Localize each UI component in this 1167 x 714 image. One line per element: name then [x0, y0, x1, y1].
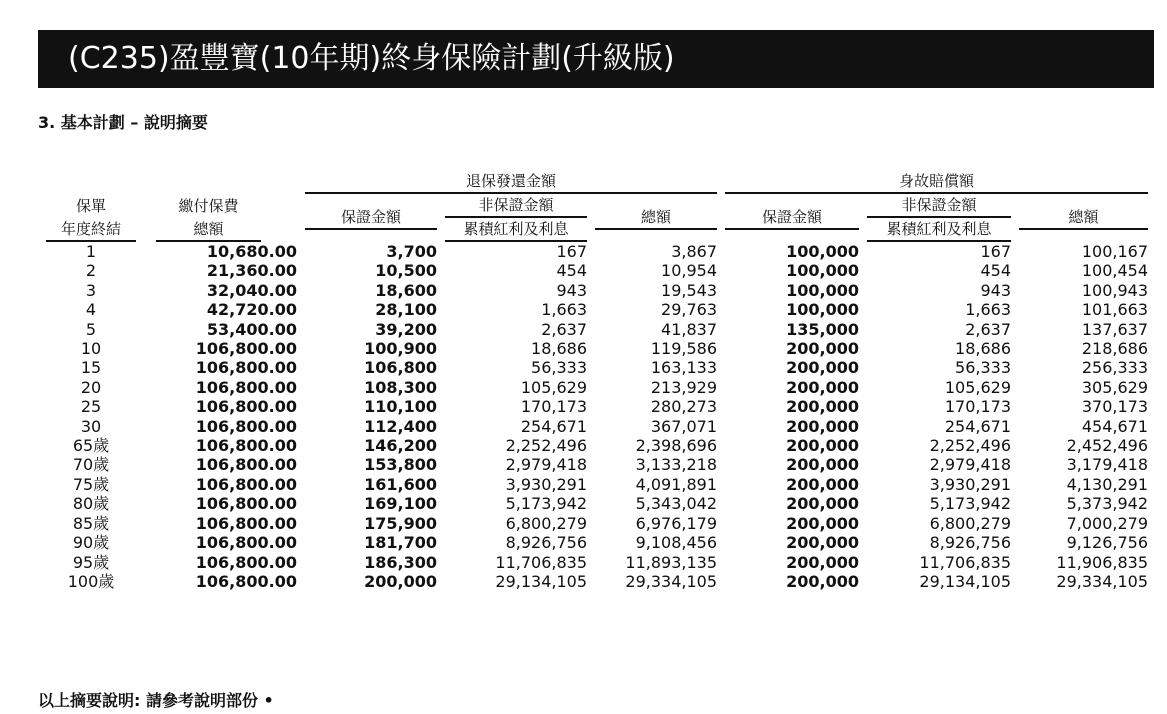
surrender-guaranteed-cell: 110,100	[364, 397, 437, 417]
illustration-table	[36, 170, 1152, 591]
table-row	[36, 397, 1152, 416]
policy-year-cell: 15	[80, 358, 102, 378]
table-row	[36, 475, 1152, 494]
surrender-guaranteed-cell: 161,600	[364, 474, 437, 494]
death-guaranteed-cell: 200,000	[786, 494, 859, 514]
death-non-guaranteed-cell: 170,173	[944, 397, 1011, 417]
death-non-guaranteed-cell: 454	[980, 261, 1011, 281]
premium-cell: 32,040.00	[206, 280, 297, 300]
death-total-cell: 29,334,105	[1056, 571, 1148, 591]
surrender-total-cell: 29,334,105	[625, 571, 717, 591]
death-non-guaranteed-cell: 29,134,105	[919, 571, 1011, 591]
policy-year-header-1: 保單	[75, 197, 106, 215]
surrender-guaranteed-cell: 175,900	[364, 513, 437, 533]
death-total-cell: 3,179,418	[1066, 455, 1148, 475]
table-row	[36, 300, 1152, 319]
surrender-group-header: 退保發還金額	[301, 170, 721, 194]
premium-cell: 106,800.00	[195, 494, 297, 514]
policy-year-cell: 4	[85, 300, 97, 320]
death-total-cell: 9,126,756	[1066, 533, 1148, 553]
policy-year-cell: 90歲	[72, 533, 110, 553]
death-guaranteed-cell: 200,000	[786, 552, 859, 572]
surrender-non-guaranteed-cell: 943	[556, 280, 587, 300]
header-row-sub	[36, 194, 1152, 218]
premium-cell: 106,800.00	[195, 533, 297, 553]
footnote: 以上摘要說明: 請參考說明部份 •	[38, 691, 274, 710]
premium-cell: 106,800.00	[195, 513, 297, 533]
surrender-total-cell: 163,133	[650, 358, 717, 378]
death-guaranteed-cell: 100,000	[786, 242, 859, 261]
premium-cell: 106,800.00	[195, 436, 297, 456]
surrender-guaranteed-cell: 200,000	[364, 571, 437, 591]
death-non-guaranteed-cell: 56,333	[955, 358, 1011, 378]
surrender-total-cell: 213,929	[650, 377, 717, 397]
surrender-non-guaranteed-cell: 2,979,418	[505, 455, 587, 475]
death-non-guaranteed-cell: 6,800,279	[929, 513, 1011, 533]
premium-cell: 106,800.00	[195, 377, 297, 397]
surrender-non-guaranteed-cell: 29,134,105	[495, 571, 587, 591]
death-guaranteed-header: 保證金額	[721, 194, 863, 242]
death-guaranteed-cell: 135,000	[786, 319, 859, 339]
death-total-cell: 7,000,279	[1066, 513, 1148, 533]
death-total-cell: 100,943	[1081, 280, 1148, 300]
surrender-non-guaranteed-cell: 170,173	[520, 397, 587, 417]
policy-year-cell: 25	[80, 397, 102, 417]
surrender-guaranteed-cell: 100,900	[364, 339, 437, 359]
surrender-total-cell: 3,867	[671, 242, 717, 261]
death-total-cell: 4,130,291	[1066, 474, 1148, 494]
surrender-guaranteed-cell: 106,800	[364, 358, 437, 378]
premium-cell: 106,800.00	[195, 474, 297, 494]
premium-cell: 106,800.00	[195, 455, 297, 475]
policy-year-cell: 85歲	[72, 513, 110, 533]
table-row	[36, 553, 1152, 572]
surrender-total-cell: 2,398,696	[635, 436, 717, 456]
death-non-guaranteed-header: 非保證金額	[863, 194, 1015, 218]
death-guaranteed-cell: 200,000	[786, 416, 859, 436]
surrender-non-guaranteed-cell: 18,686	[531, 339, 587, 359]
table-body	[36, 242, 1152, 591]
surrender-guaranteed-cell: 169,100	[364, 494, 437, 514]
death-guaranteed-cell: 200,000	[786, 436, 859, 456]
death-guaranteed-cell: 200,000	[786, 474, 859, 494]
death-non-guaranteed-cell: 11,706,835	[919, 552, 1011, 572]
death-total-cell: 100,454	[1081, 261, 1148, 281]
surrender-total-cell: 9,108,456	[635, 533, 717, 553]
policy-year-cell: 2	[85, 261, 97, 281]
death-total-cell: 370,173	[1081, 397, 1148, 417]
premium-cell: 21,360.00	[206, 261, 297, 281]
death-non-guaranteed-cell: 105,629	[944, 377, 1011, 397]
table-row	[36, 339, 1152, 358]
death-total-cell: 218,686	[1081, 339, 1148, 359]
premium-cell: 10,680.00	[206, 242, 297, 261]
surrender-total-cell: 280,273	[650, 397, 717, 417]
death-total-cell: 11,906,835	[1056, 552, 1148, 572]
policy-year-cell: 95歲	[72, 552, 110, 572]
premium-cell: 106,800.00	[195, 416, 297, 436]
death-guaranteed-cell: 200,000	[786, 339, 859, 359]
table-row	[36, 417, 1152, 436]
document-title: (C235)盈豐寶(10年期)終身保險計劃(升級版)	[38, 30, 1154, 88]
death-group-header: 身故賠償額	[721, 170, 1152, 194]
surrender-total-cell: 4,091,891	[635, 474, 717, 494]
surrender-non-guaranteed-cell: 454	[556, 261, 587, 281]
policy-year-cell: 20	[80, 377, 102, 397]
surrender-guaranteed-cell: 28,100	[375, 300, 437, 320]
surrender-total-cell: 19,543	[661, 280, 717, 300]
death-guaranteed-cell: 200,000	[786, 455, 859, 475]
surrender-non-guaranteed-cell: 6,800,279	[505, 513, 587, 533]
death-total-cell: 101,663	[1081, 300, 1148, 320]
surrender-total-cell: 6,976,179	[635, 513, 717, 533]
death-total-header: 總額	[1015, 194, 1152, 242]
surrender-total-cell: 29,763	[661, 300, 717, 320]
death-total-cell: 5,373,942	[1066, 494, 1148, 514]
death-total-cell: 100,167	[1081, 242, 1148, 261]
death-guaranteed-cell: 100,000	[786, 261, 859, 281]
policy-year-cell: 80歲	[72, 494, 110, 514]
surrender-guaranteed-cell: 108,300	[364, 377, 437, 397]
death-non-guaranteed-cell: 2,979,418	[929, 455, 1011, 475]
table-row	[36, 455, 1152, 474]
death-guaranteed-cell: 200,000	[786, 533, 859, 553]
surrender-guaranteed-cell: 181,700	[364, 533, 437, 553]
surrender-non-guaranteed-cell: 8,926,756	[505, 533, 587, 553]
death-non-guaranteed-cell: 18,686	[955, 339, 1011, 359]
death-guaranteed-cell: 200,000	[786, 513, 859, 533]
policy-year-cell: 5	[85, 319, 97, 339]
death-non-guaranteed-cell: 3,930,291	[929, 474, 1011, 494]
premium-cell: 106,800.00	[195, 552, 297, 572]
surrender-non-guaranteed-cell: 11,706,835	[495, 552, 587, 572]
surrender-non-guaranteed-header: 非保證金額	[441, 194, 591, 218]
table-row	[36, 378, 1152, 397]
death-total-cell: 305,629	[1081, 377, 1148, 397]
death-non-guaranteed-cell: 2,252,496	[929, 436, 1011, 456]
surrender-non-guaranteed-cell: 254,671	[520, 416, 587, 436]
table-row	[36, 514, 1152, 533]
policy-year-header-2: 年度終結	[36, 218, 146, 242]
death-total-cell: 256,333	[1081, 358, 1148, 378]
death-non-guaranteed-cell: 254,671	[944, 416, 1011, 436]
premium-cell: 106,800.00	[195, 339, 297, 359]
death-total-cell: 2,452,496	[1066, 436, 1148, 456]
death-non-guaranteed-cell: 1,663	[965, 300, 1011, 320]
table-row	[36, 572, 1152, 591]
surrender-total-cell: 11,893,135	[625, 552, 717, 572]
death-total-cell: 137,637	[1081, 319, 1148, 339]
death-guaranteed-cell: 200,000	[786, 571, 859, 591]
policy-year-cell: 65歲	[72, 436, 110, 456]
surrender-non-guaranteed-cell: 3,930,291	[505, 474, 587, 494]
surrender-total-cell: 3,133,218	[635, 455, 717, 475]
table-row	[36, 242, 1152, 261]
surrender-total-header: 總額	[591, 194, 721, 242]
policy-year-cell: 30	[80, 416, 102, 436]
table-row	[36, 358, 1152, 377]
surrender-total-cell: 10,954	[661, 261, 717, 281]
death-dividend-header: 累積紅利及利息	[863, 218, 1015, 242]
surrender-guaranteed-cell: 153,800	[364, 455, 437, 475]
surrender-guaranteed-cell: 3,700	[386, 242, 437, 261]
surrender-guaranteed-cell: 10,500	[375, 261, 437, 281]
death-non-guaranteed-cell: 167	[980, 242, 1011, 261]
death-guaranteed-cell: 100,000	[786, 300, 859, 320]
premium-header-1: 繳付保費	[178, 197, 239, 215]
surrender-guaranteed-cell: 146,200	[364, 436, 437, 456]
table-row	[36, 281, 1152, 300]
surrender-non-guaranteed-cell: 1,663	[541, 300, 587, 320]
surrender-total-cell: 41,837	[661, 319, 717, 339]
premium-cell: 106,800.00	[195, 358, 297, 378]
surrender-guaranteed-cell: 186,300	[364, 552, 437, 572]
surrender-non-guaranteed-cell: 5,173,942	[505, 494, 587, 514]
premium-cell: 53,400.00	[206, 319, 297, 339]
table-row	[36, 261, 1152, 280]
death-total-cell: 454,671	[1081, 416, 1148, 436]
surrender-guaranteed-cell: 112,400	[364, 416, 437, 436]
header-row-groups	[36, 170, 1152, 194]
surrender-total-cell: 5,343,042	[635, 494, 717, 514]
premium-cell: 106,800.00	[195, 571, 297, 591]
death-guaranteed-cell: 100,000	[786, 280, 859, 300]
death-non-guaranteed-cell: 5,173,942	[929, 494, 1011, 514]
table-row	[36, 533, 1152, 552]
death-guaranteed-cell: 200,000	[786, 358, 859, 378]
table-row	[36, 494, 1152, 513]
policy-year-cell: 70歲	[72, 455, 110, 475]
surrender-guaranteed-cell: 39,200	[375, 319, 437, 339]
death-non-guaranteed-cell: 2,637	[965, 319, 1011, 339]
policy-year-cell: 75歲	[72, 474, 110, 494]
death-non-guaranteed-cell: 8,926,756	[929, 533, 1011, 553]
surrender-non-guaranteed-cell: 2,637	[541, 319, 587, 339]
surrender-total-cell: 367,071	[650, 416, 717, 436]
surrender-non-guaranteed-cell: 105,629	[520, 377, 587, 397]
death-guaranteed-cell: 200,000	[786, 397, 859, 417]
premium-cell: 106,800.00	[195, 397, 297, 417]
table-row	[36, 436, 1152, 455]
policy-year-cell: 100歲	[67, 571, 115, 591]
section-title: 3. 基本計劃 – 說明摘要	[38, 113, 208, 132]
surrender-dividend-header: 累積紅利及利息	[441, 218, 591, 242]
surrender-non-guaranteed-cell: 167	[556, 242, 587, 261]
policy-year-cell: 1	[85, 242, 97, 261]
surrender-non-guaranteed-cell: 2,252,496	[505, 436, 587, 456]
surrender-guaranteed-cell: 18,600	[375, 280, 437, 300]
death-guaranteed-cell: 200,000	[786, 377, 859, 397]
premium-cell: 42,720.00	[206, 300, 297, 320]
policy-year-cell: 3	[85, 280, 97, 300]
table-row	[36, 320, 1152, 339]
death-non-guaranteed-cell: 943	[980, 280, 1011, 300]
surrender-non-guaranteed-cell: 56,333	[531, 358, 587, 378]
surrender-total-cell: 119,586	[650, 339, 717, 359]
surrender-guaranteed-header: 保證金額	[301, 194, 441, 242]
premium-header-2: 總額	[146, 218, 301, 242]
policy-year-cell: 10	[80, 339, 102, 359]
